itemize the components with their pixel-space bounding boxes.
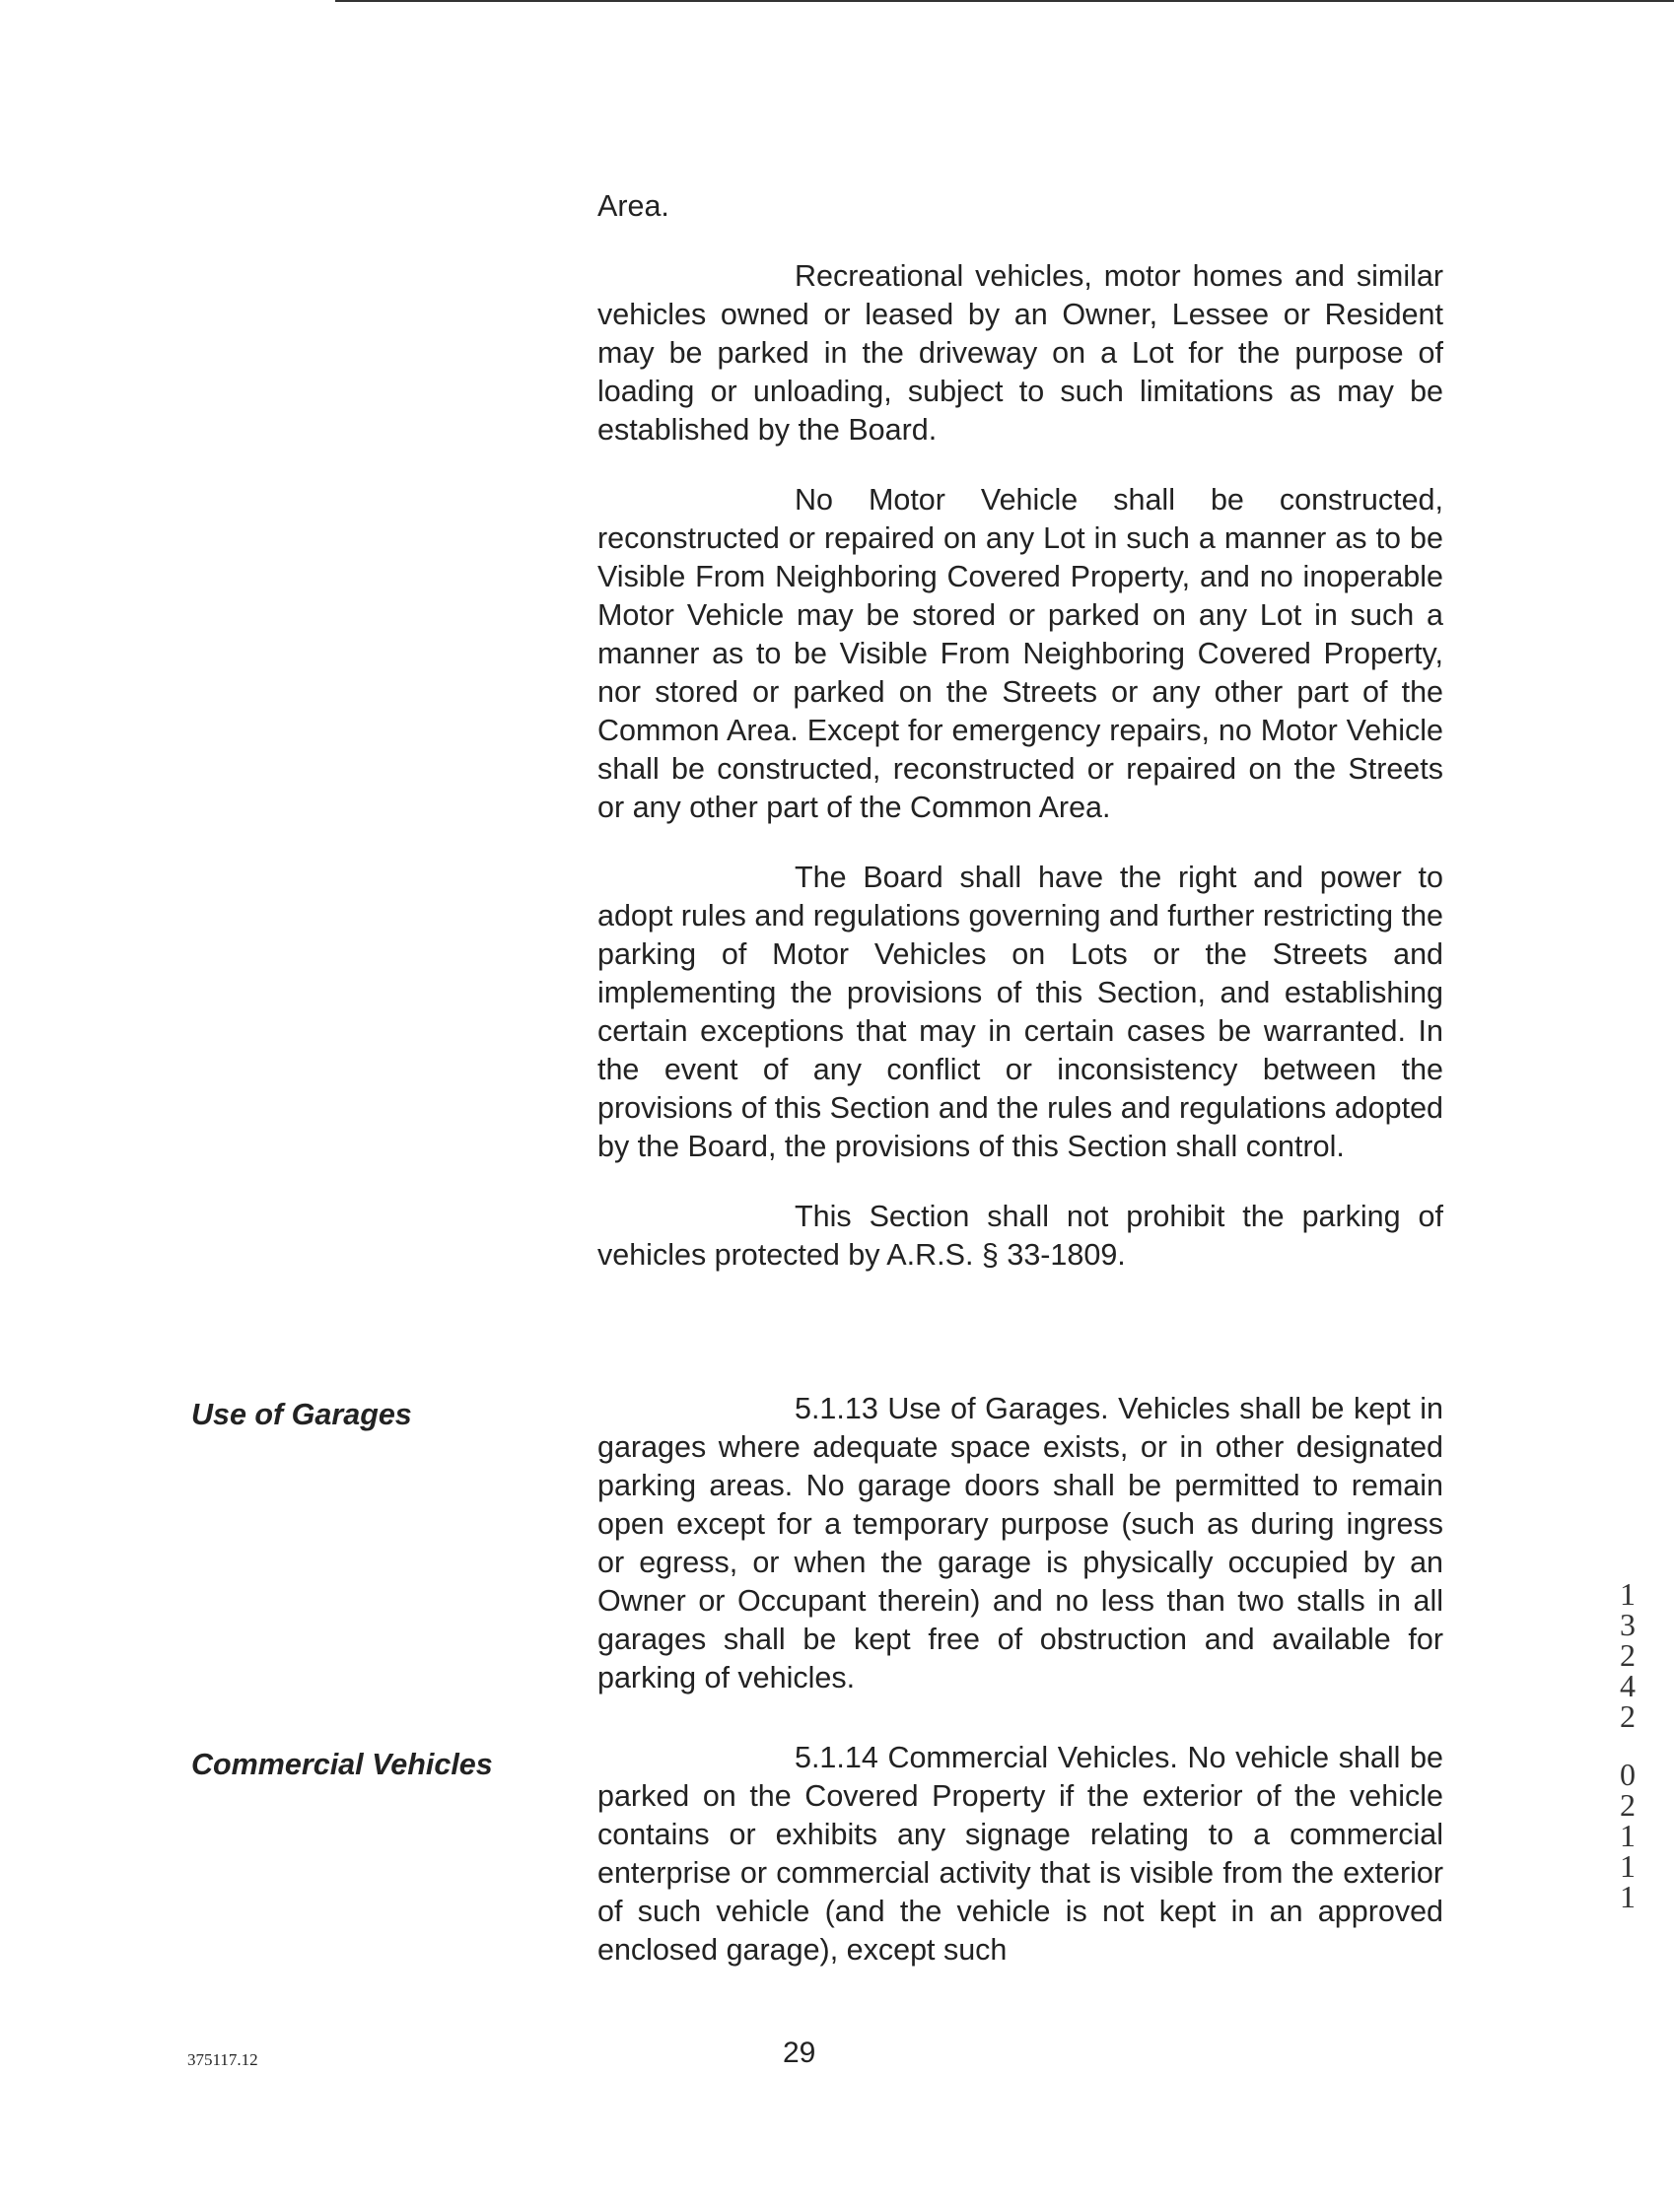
recording-digit: 1	[1620, 1818, 1636, 1853]
paragraph-commercial-vehicles: 5.1.14 Commercial Vehicles. No vehicle shall be parked on the Covered Property if the exterior of the vehicle contains or exhibits any signage relating to a commercial enterprise or commercial activity that is visible from the exterior of such vehicle (and the vehicle is not kept in an approved enclosed garage), except such	[597, 1741, 1443, 1967]
top-border-line	[335, 0, 1674, 2]
page-number: 29	[783, 2037, 816, 2069]
paragraph-motor-vehicle-repairs: No Motor Vehicle shall be constructed, reconstructed or repaired on any Lot in such a manner as to be Visible From Neighboring Covered Property, and no inoperable Motor Vehicle may be stored or parked on any Lot in such a manner as to be Visible From Neighboring Covered Property, nor stored or parked on the Streets or any other part of the Common Area. Except for emergency repairs, no Motor Vehicle shall be constructed, reconstructed or repaired on the Streets or any other part of the Common Area.	[597, 483, 1443, 824]
side-heading-commercial-vehicles: Commercial Vehicles	[191, 1748, 493, 1781]
section-use-of-garages	[597, 1390, 1443, 1729]
recording-digit: 2	[1620, 1698, 1636, 1734]
recording-digit: 1	[1620, 1879, 1636, 1914]
recording-digit: 2	[1620, 1637, 1636, 1673]
recording-number-gap	[1613, 1732, 1642, 1760]
document-id: 375117.12	[187, 2050, 258, 2069]
body-text-column	[597, 187, 1443, 1306]
recording-digit: 1	[1620, 1848, 1636, 1884]
recording-digit: 3	[1620, 1607, 1636, 1642]
recording-number	[1613, 1576, 1642, 1914]
side-heading-use-of-garages: Use of Garages	[191, 1398, 412, 1431]
paragraph-recreational-vehicles: Recreational vehicles, motor homes and similar vehicles owned or leased by an Owner, Lessee or Resident may be parked in the driveway on a Lot for the purpose of loading or unloading, subject to such limitations as may be established by the Board.	[597, 259, 1443, 447]
recording-digit: 4	[1620, 1668, 1636, 1703]
paragraph-area: Area.	[597, 189, 669, 223]
section-commercial-vehicles	[597, 1739, 1443, 2001]
paragraph-ars-exception: This Section shall not prohibit the parking of vehicles protected by A.R.S. § 33-1809.	[597, 1200, 1443, 1272]
paragraph-board-rules: The Board shall have the right and power to adopt rules and regulations governing and further restricting the parking of Motor Vehicles on Lots or the Streets and implementing the provisions of this Section, and establishing certain exceptions that may in certain cases be warranted. In the event of any conflict or inconsistency between the provisions of this Section and the rules and regulations adopted by the Board, the provisions of this Section shall control.	[597, 861, 1443, 1163]
recording-digit: 0	[1620, 1757, 1636, 1792]
recording-digit: 2	[1620, 1787, 1636, 1823]
recording-digit: 1	[1620, 1576, 1636, 1612]
paragraph-use-of-garages: 5.1.13 Use of Garages. Vehicles shall be kept in garages where adequate space exists, or in other designated parking areas. No garage doors shall be permitted to remain open except for a temporary purpose (such as during ingress or egress, or when the garage is physically occupied by an Owner or Occupant therein) and no less than two stalls in all garages shall be kept free of obstruction and available for parking of vehicles.	[597, 1392, 1443, 1694]
